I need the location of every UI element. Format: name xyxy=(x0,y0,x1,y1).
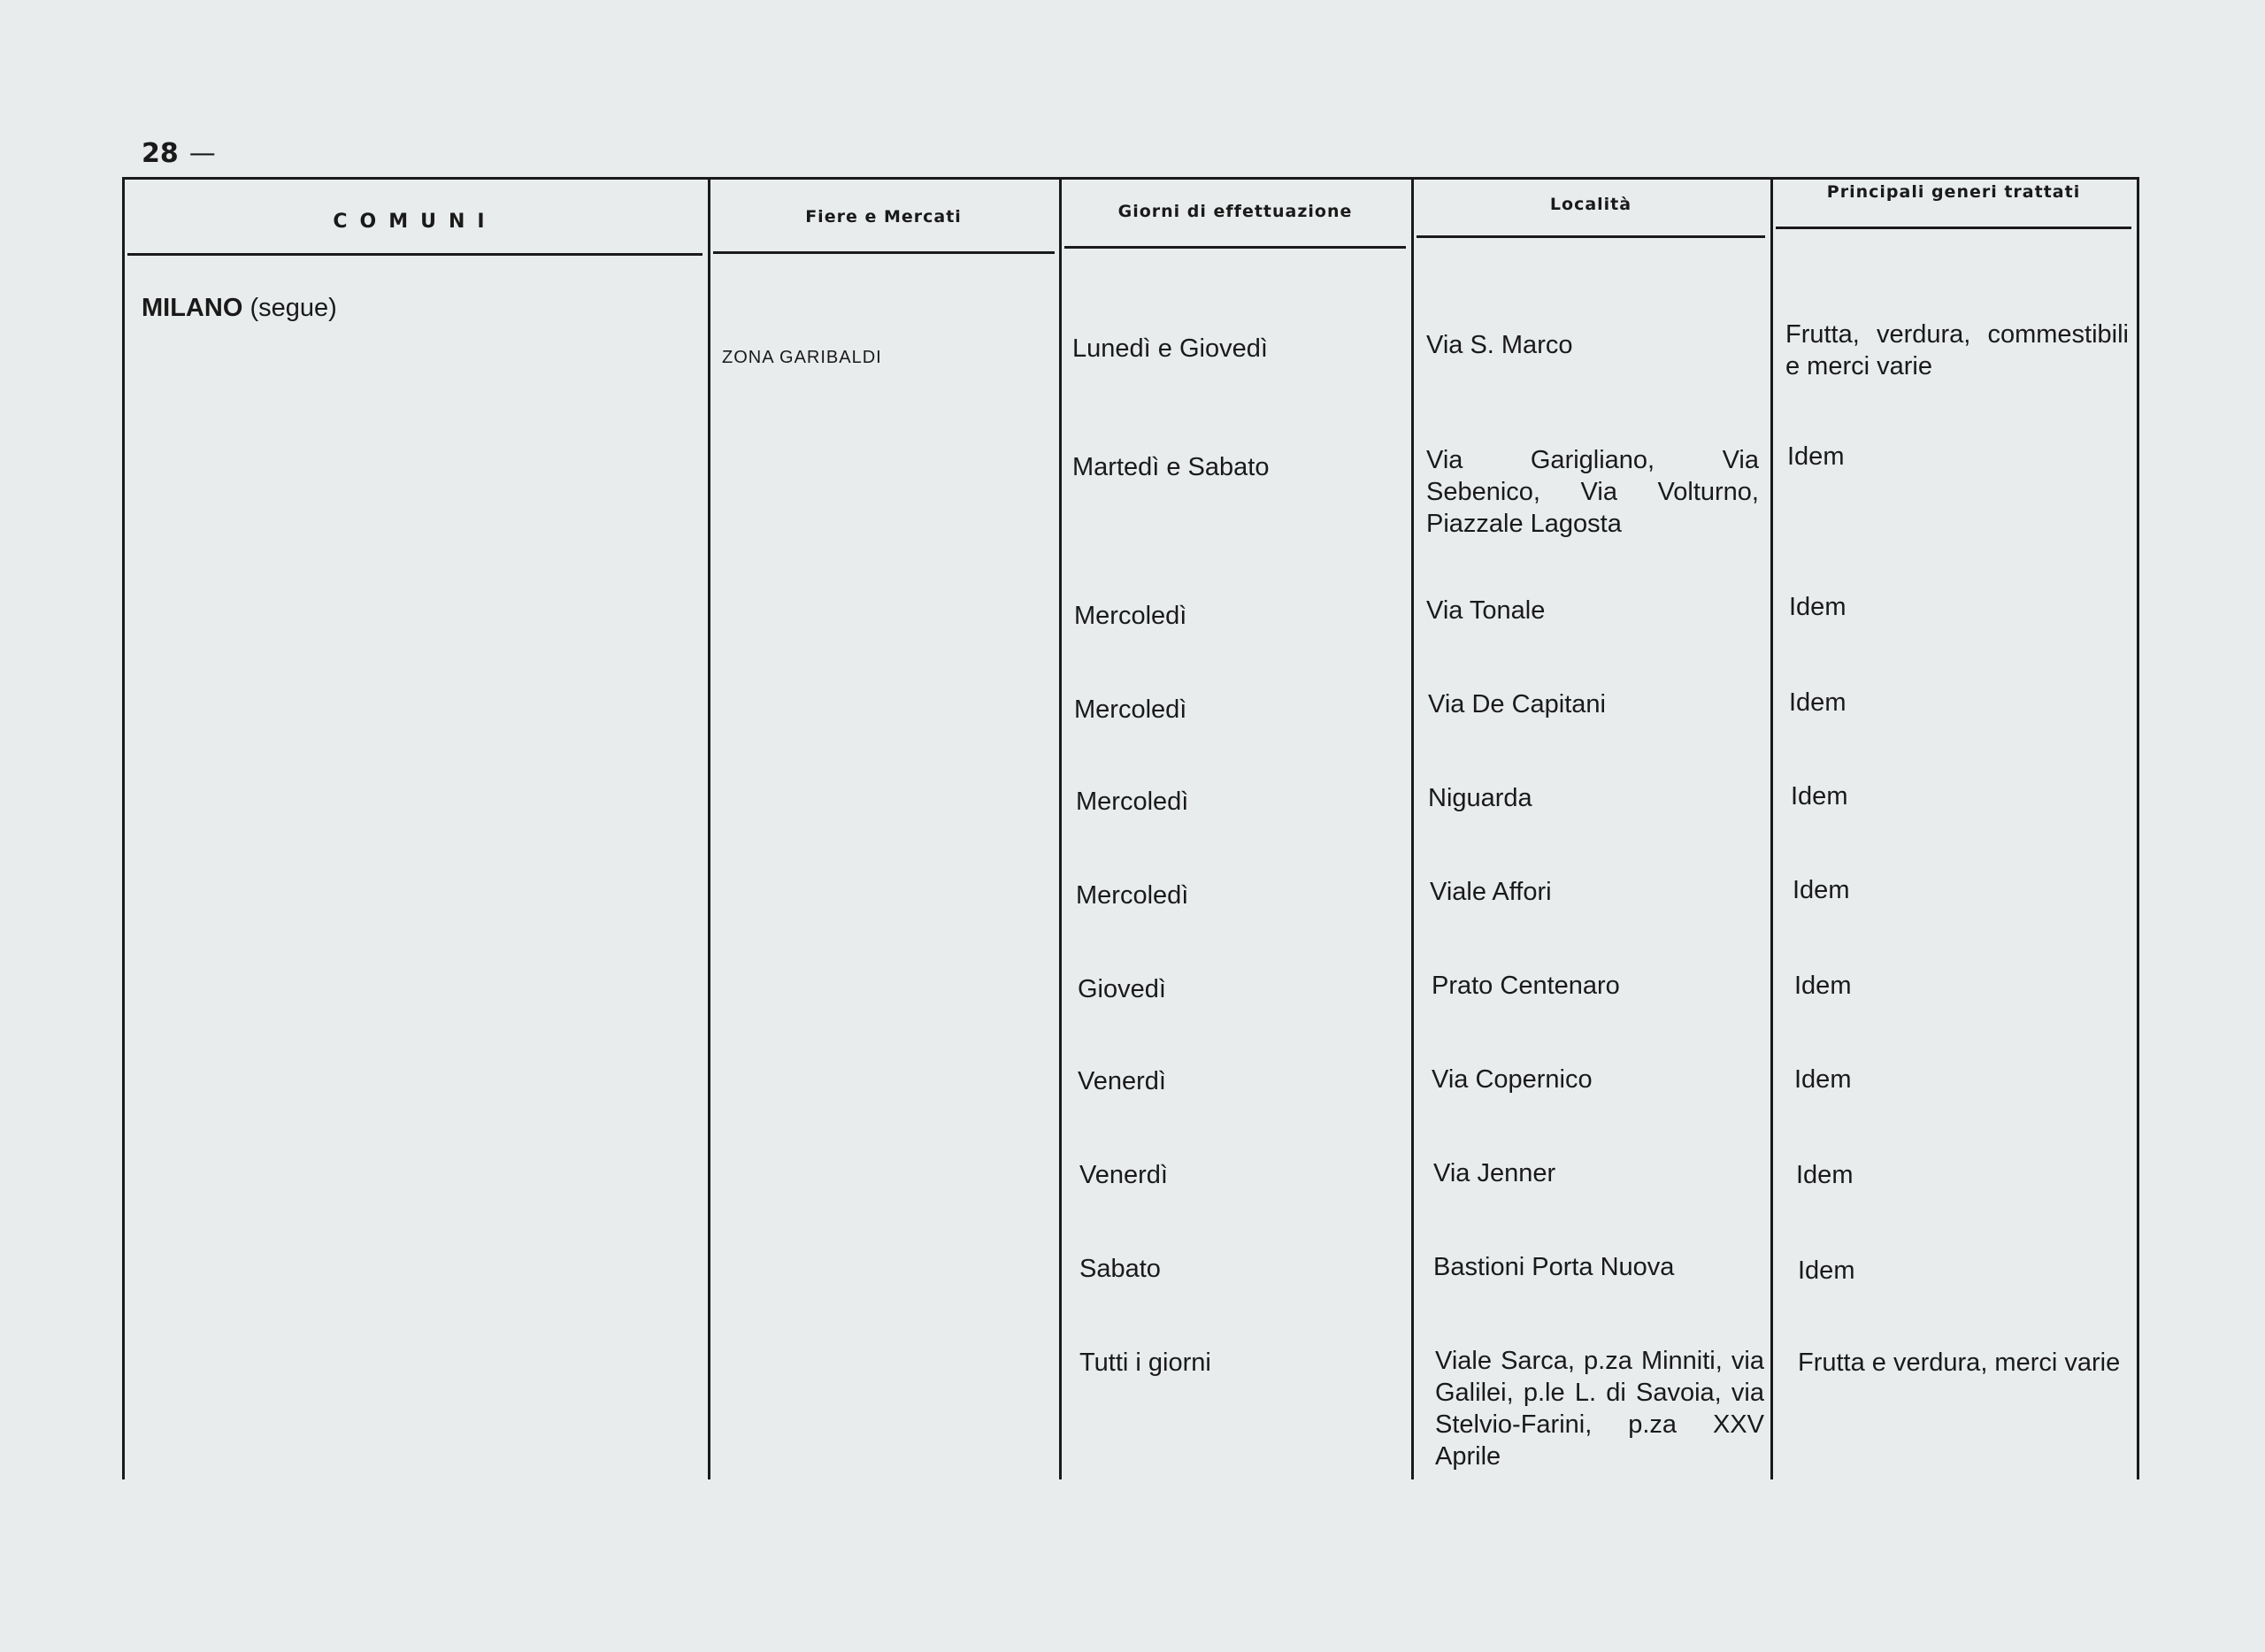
localita-cell: Via De Capitani xyxy=(1428,690,1606,718)
header-generi: Principali generi trattati xyxy=(1826,182,2081,202)
header-rule xyxy=(1417,235,1765,238)
giorni-cell: Mercoledì xyxy=(1074,695,1187,724)
localita-cell: Viale Affori xyxy=(1430,878,1552,906)
generi-cell: Idem xyxy=(1787,442,1845,471)
localita-cell: Via Tonale xyxy=(1426,596,1546,625)
localita-cell: Via Copernico xyxy=(1432,1065,1593,1094)
header-fiere: Fiere e Mercati xyxy=(805,207,962,227)
page-number-dash: — xyxy=(188,138,216,169)
column-rule xyxy=(122,177,125,1479)
giorni-cell: Giovedì xyxy=(1078,975,1166,1003)
generi-cell: Idem xyxy=(1793,876,1850,904)
localita-cell: Niguarda xyxy=(1428,784,1532,812)
localita-cell: Via Jenner xyxy=(1433,1159,1556,1187)
giorni-cell: Mercoledì xyxy=(1074,602,1187,630)
generi-cell: Idem xyxy=(1796,1161,1854,1189)
giorni-cell: Sabato xyxy=(1079,1255,1161,1283)
giorni-cell: Martedì e Sabato xyxy=(1072,453,1270,481)
header-localita: Località xyxy=(1549,195,1632,214)
generi-cell: Idem xyxy=(1789,688,1847,717)
markets-table xyxy=(122,177,2139,1479)
generi-cell: Idem xyxy=(1789,593,1847,621)
comune-name: MILANO xyxy=(142,294,243,322)
column-rule xyxy=(1411,177,1414,1479)
header-rule xyxy=(127,253,703,256)
generi-cell: Idem xyxy=(1794,1065,1852,1094)
comune-cell xyxy=(142,292,337,324)
table-top-rule xyxy=(122,177,2139,180)
localita-cell: Viale Sarca, p.za Minniti, via Galilei, p.le L. di Savoia, via Stelvio-Farini, p.za XXV Aprile xyxy=(1435,1347,1764,1471)
header-rule xyxy=(1064,246,1406,249)
generi-cell: Idem xyxy=(1794,972,1852,1000)
header-rule xyxy=(1776,227,2131,229)
fiera-name: ZONA GARIBALDI xyxy=(722,348,882,367)
column-rule xyxy=(2137,177,2139,1479)
page-number-value: 28 xyxy=(142,138,179,169)
page-number xyxy=(142,138,216,169)
header-rule xyxy=(713,251,1055,254)
header-comuni: COMUNI xyxy=(333,211,497,233)
generi-cell: Frutta e verdura, merci varie xyxy=(1798,1348,2121,1377)
header-giorni: Giorni di effettuazione xyxy=(1117,202,1353,221)
column-rule xyxy=(708,177,710,1479)
generi-cell: Idem xyxy=(1791,782,1848,811)
giorni-cell: Lunedì e Giovedì xyxy=(1072,334,1268,363)
giorni-cell: Venerdì xyxy=(1078,1067,1166,1095)
giorni-cell: Mercoledì xyxy=(1076,788,1189,816)
generi-cell: Idem xyxy=(1798,1256,1855,1285)
localita-cell: Via S. Marco xyxy=(1426,331,1573,359)
giorni-cell: Venerdì xyxy=(1079,1161,1168,1189)
generi-cell: Frutta, verdura, commestibili e merci varie xyxy=(1785,320,2129,380)
column-rule xyxy=(1059,177,1062,1479)
localita-cell: Prato Centenaro xyxy=(1432,972,1620,1000)
comune-note: (segue) xyxy=(250,294,337,322)
localita-cell: Via Garigliano, Via Sebenico, Via Volturno, Piazzale Lagosta xyxy=(1426,446,1759,538)
giorni-cell: Mercoledì xyxy=(1076,881,1189,910)
localita-cell: Bastioni Porta Nuova xyxy=(1433,1253,1675,1281)
giorni-cell: Tutti i giorni xyxy=(1079,1348,1211,1377)
column-rule xyxy=(1770,177,1773,1479)
